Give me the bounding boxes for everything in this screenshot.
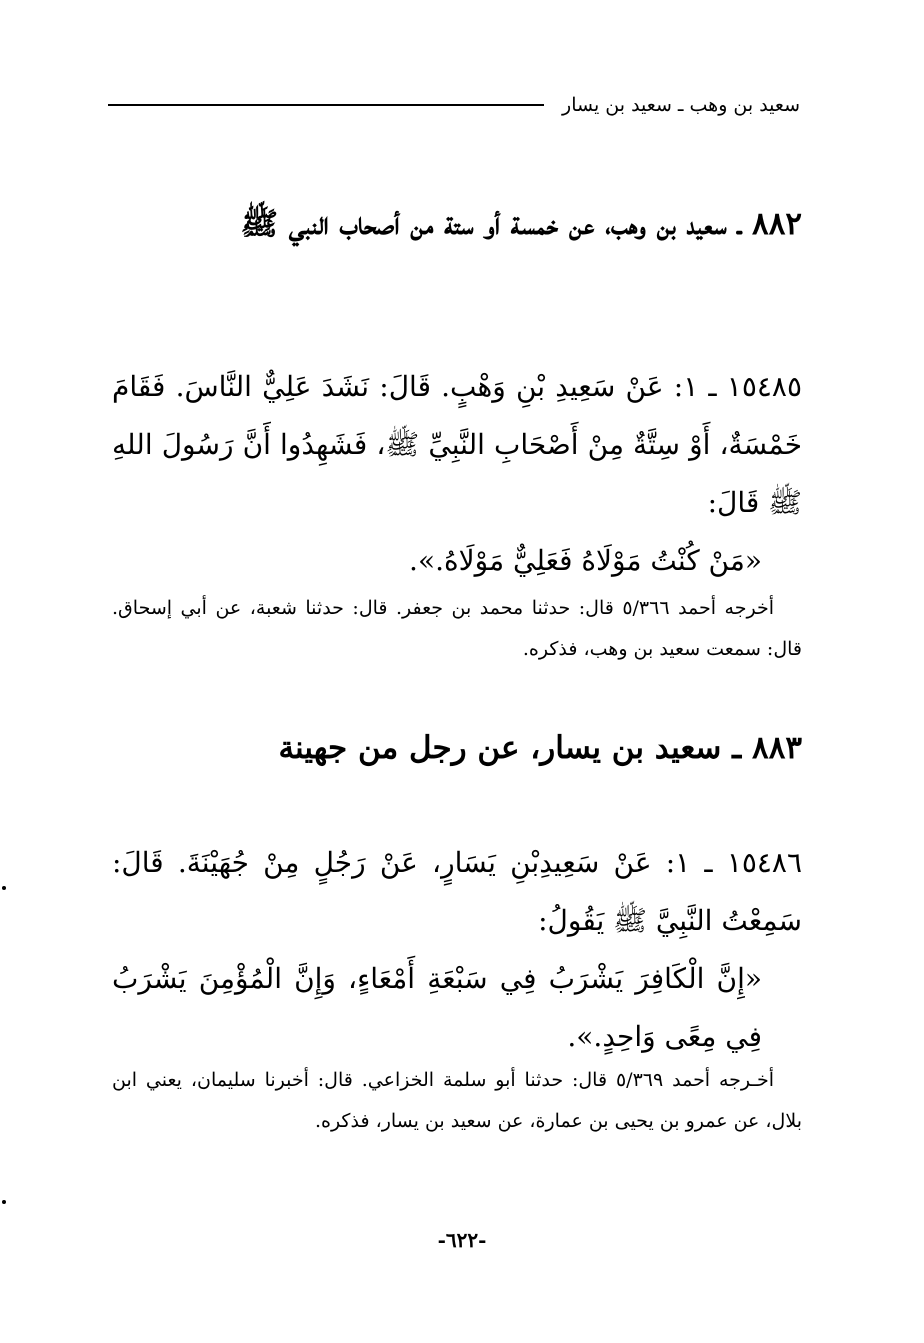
header-rule <box>108 104 544 106</box>
margin-mark <box>2 1200 6 1204</box>
page-number: -٦٢٢- <box>437 1228 487 1252</box>
heading-separator: ـ <box>726 206 742 242</box>
hadith-15485 <box>112 358 802 590</box>
heading-number: ٨٨٢ <box>752 206 802 242</box>
section-heading-882 <box>112 196 802 252</box>
section-heading-883 <box>112 720 802 776</box>
heading-text: سعيد بن يسار، عن رجل من جهينة <box>278 730 722 766</box>
hadith-text: عَنْ سَعِيدِبْنِ يَسَارٍ، عَنْ رَجُلٍ مِنْ جُهَيْنَةَ. قَالَ: سَمِعْتُ النَّبِيَّ ﷺ يَقُولُ: <box>112 846 802 937</box>
heading-number: ٨٨٣ <box>752 730 802 766</box>
hadith-number: ١٥٤٨٦ ـ ١: <box>665 846 803 879</box>
running-header <box>108 88 800 122</box>
takhrij-note: أخـرجه أحمد ٥/٣٦٩ قال: حدثنا أبو سلمة الخزاعي. قال: أخبرنا سليمان، يعني ابن بلال، عن عمرو بن يحيى بن عمارة، عن سعيد بن يسار، فذكره. <box>112 1069 802 1132</box>
margin-mark <box>2 886 6 890</box>
hadith-15486 <box>112 834 802 1066</box>
hadith-quote: «إِنَّ الْكَافِرَ يَشْرَبُ فِي سَبْعَةِ أَمْعَاءٍ، وَإِنَّ الْمُؤْمِنَ يَشْرَبُ فِي مِعًى وَاحِدٍ.». <box>112 962 762 1053</box>
running-title: سعيد بن وهب ـ سعيد بن يسار <box>562 94 800 116</box>
hadith-quote: «مَنْ كُنْتُ مَوْلَاهُ فَعَلِيٌّ مَوْلَاهُ.». <box>409 544 762 577</box>
heading-separator: ـ <box>721 730 742 766</box>
takhrij-note: أخرجه أحمد ٥/٣٦٦ قال: حدثنا محمد بن جعفر. قال: حدثنا شعبة، عن أبي إسحاق. قال: سمعت سعيد بن وهب، فذكره. <box>112 597 802 660</box>
hadith-number: ١٥٤٨٥ ـ ١: <box>673 370 802 403</box>
hadith-text: عَنْ سَعِيدِ بْنِ وَهْبٍ. قَالَ: نَشَدَ عَلِيٌّ النَّاسَ. فَقَامَ خَمْسَةٌ، أَوْ سِتَّةٌ مِنْ أَصْحَابِ النَّبِيِّ ﷺ، فَشَهِدُوا أَنَّ رَسُولَ اللهِ ﷺ قَالَ: <box>112 370 802 519</box>
heading-text: سعيد بن وهب، عن خمسة أو ستة من أصحاب النبي ﷺ <box>240 206 727 242</box>
